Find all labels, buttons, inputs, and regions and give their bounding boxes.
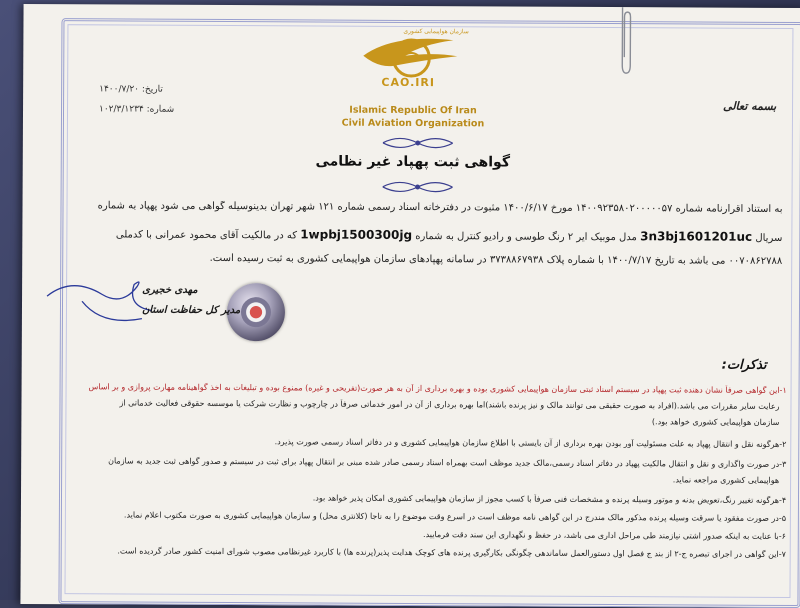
certificate-paper (20, 4, 800, 608)
organization-name (323, 104, 503, 131)
paper-clip-icon (619, 7, 631, 75)
signatory-title: مدیر کل حفاظت استان (142, 305, 240, 317)
cao-logo-persian: سازمان هواپیمایی کشوری (403, 28, 468, 35)
org-name-line2: Civil Aviation Organization (323, 117, 503, 131)
note-text: در صورت واگذاری و نقل و انتقال مالکیت پهپاد در دفاتر اسناد رسمی،مالک جدید موظف است بهمراه اسناد رسمی صادر شده مبنی بر انتقال پهپاد برای ثبت در سیستم و صدور گواهی ثبت جدید به سازمان (108, 456, 779, 469)
note-number: ۷- (779, 550, 797, 559)
org-name-line1: Islamic Republic Of Iran (323, 104, 503, 118)
note-number: ۴- (779, 496, 797, 505)
note-text: سازمان هواپیمایی کشوری خواهد بود.) (652, 417, 779, 427)
body-line-2-post: که در مالکیت آقای محمود عمرانی با کدملی (116, 229, 297, 241)
top-ornament-icon (383, 134, 453, 152)
note-number: ۶- (779, 532, 797, 541)
note-text: این گواهی صرفاً نشان دهنده ثبت پهپاد در سیستم اسناد ثبتی سازمان هواپیمایی کشوری بوده و بهره برداری از آن به هر صورت(تفریحی و غیره) ممنوع بوده و تبلیغات به اخذ گواهینامه مهارت پروازی و بر اساس (89, 382, 780, 395)
note-text: هرگونه تغییر رنگ،تعویض بدنه و موتور وسیله پرنده و مشخصات فنی صرفاً با کسب مجوز از سازمان هواپیمایی کشوری امکان پذیر خواهد بود. (313, 493, 779, 504)
note-number: ۳- (779, 460, 797, 469)
hologram-center (241, 297, 271, 327)
drone-serial: 3n3bj1601201uc (640, 229, 752, 244)
body-line-1: به استناد اقرارنامه شماره ۱۴۰۰۹۲۳۵۸۰۲۰۰۰۰۰۵۷ مورخ ۱۴۰۰/۶/۱۷ مثبوت در دفترخانه اسناد رسمی شماره ۱۲۱ شهر تهران بدینوسیله گواهی می شود پهپاد به شماره (82, 200, 782, 215)
note-text: هواپیمایی کشوری مراجعه نماید. (673, 475, 779, 485)
body-line-2-mid: مدل موبیک ایر ۲ رنگ طوسی و رادیو کنترل به شماره (415, 231, 637, 243)
bottom-ornament-icon (383, 178, 453, 196)
note-number: ۲- (779, 440, 797, 449)
note-text: رعایت سایر مقررات می باشد.(افراد به صورت حقیقی می توانند مالک و نیز پرنده باشند)اما بهره برداری از آن در امور خدماتی صرفاً در چارچوب و نظارت شرکت یا موسسه حقوقی فعالیت خدماتی از (119, 398, 779, 410)
signatory-name: مهدی خجیری (142, 285, 198, 296)
body-line-2-pre: سریال (755, 233, 782, 244)
notes-heading: تذکرات: (722, 358, 767, 373)
controller-serial: 1wpbj1500300jg (300, 227, 412, 242)
note-text: این گواهی در اجرای تبصره ج-۲ از بند ج فصل اول دستورالعمل ساماندهی چگونگی بکارگیری پرنده های کوچک هدایت پذیر(پرنده ها) با کاربرد غیرنظامی مصوب شورای امنیت کشور صادر گردیده است. (117, 546, 778, 558)
body-line-3: ۰۰۷۰۸۶۲۷۸۸ می باشد به تاریخ ۱۴۰۰/۷/۱۷ با شماره پلاک ۳۷۳۸۸۶۷۹۳۸ در سامانه پهپادهای سازمان هواپیمایی کشوری به ثبت رسیده است. (82, 252, 782, 267)
note-number: ۱- (780, 386, 798, 395)
note-text: در صورت مفقود یا سرقت وسیله پرنده مذکور مالک مندرج در این گواهی نامه موظف است در اسرع وقت موضوع را به ناجا (کلانتری محل) و سازمان هواپیمایی کشوری به صورت مکتوب اعلام نماید. (124, 510, 779, 522)
basmala: بسمه تعالی (723, 100, 776, 113)
number-label: شماره: ۱۰۲/۳/۱۲۳۴ (99, 104, 174, 114)
cao-logo-text: CAO.IRI (323, 76, 493, 90)
certificate-title: گواهی ثبت پهپاد غیر نظامی (303, 153, 523, 170)
note-text: با عنایت به اینکه صدور اشتی نیازمند طی مراحل اداری می باشد، در حفظ و نگهداری این سند دقت فرمایید. (423, 530, 779, 541)
note-number: ۵- (779, 514, 797, 523)
note-text: هرگونه نقل و انتقال پهپاد به علت مسئولیت آور بودن بهره برداری از آن بایستی با اطلاع سازمان هواپیمایی کشوری و در دفاتر اسناد رسمی صورت پذیرد. (275, 437, 780, 449)
signature-icon (42, 266, 162, 337)
date-label: تاریخ: ۱۴۰۰/۷/۲۰ (99, 84, 163, 94)
